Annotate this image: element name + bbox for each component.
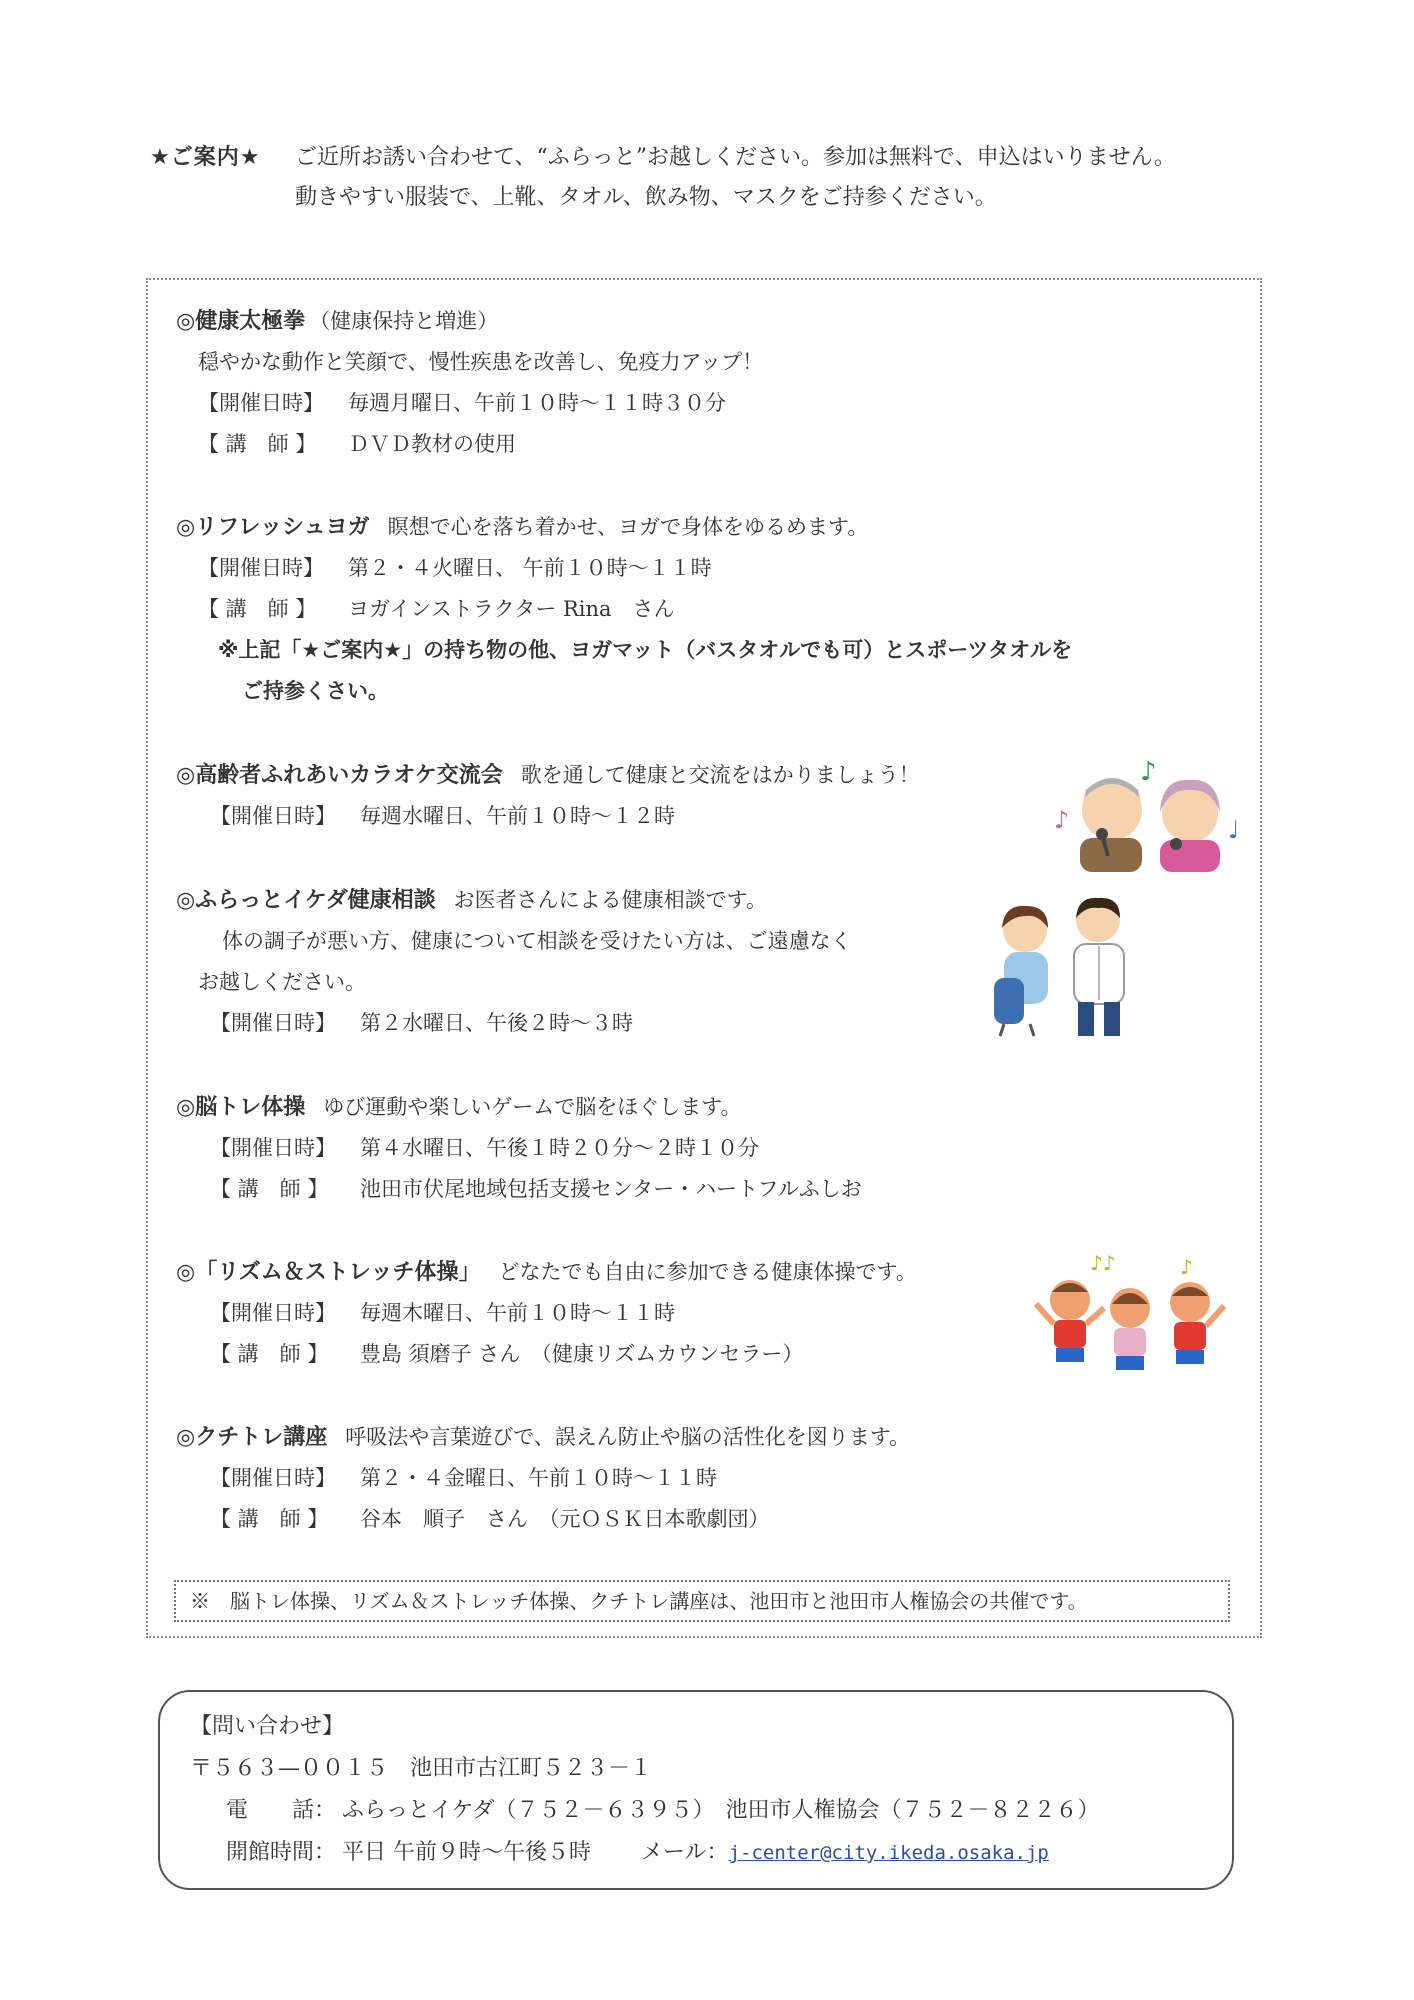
- section-taikyoku: [176, 301, 763, 465]
- intro-label: ★ご案内★: [150, 145, 261, 170]
- music-note-icon: ♪: [1140, 757, 1157, 787]
- section-desc: 呼吸法や言葉遊びで、誤えん防止や脳の活性化を図ります。: [345, 1425, 911, 1449]
- section-kuchitore: [176, 1417, 910, 1540]
- section-soudan: [176, 880, 852, 1044]
- teacher-label: 【 講 師 】: [210, 1177, 329, 1201]
- section-title: ◎クチトレ講座: [176, 1425, 328, 1450]
- date-label: 【開催日時】: [198, 556, 324, 580]
- section-desc: 歌を通して健康と交流をはかりましょう！: [520, 763, 920, 787]
- soudan-body-2: お越しください。: [198, 970, 366, 994]
- mail-label: メール：: [641, 1840, 729, 1865]
- hours-value: 平日 午前９時～午後５時: [342, 1840, 591, 1865]
- teacher-value: ＤＶＤ教材の使用: [348, 432, 516, 456]
- yoga-note-1: ※上記「★ご案内★」の持ち物の他、ヨガマット（バスタオルでも可）とスポーツタオルを: [218, 638, 1073, 662]
- section-noutore: [176, 1087, 862, 1210]
- date-value: 第２水曜日、午後２時～３時: [360, 1011, 633, 1035]
- date-value: 毎週木曜日、午前１０時～１１時: [360, 1301, 675, 1325]
- music-note-icon: ♪: [1180, 1255, 1193, 1279]
- section-desc: 瞑想で心を落ち着かせ、ヨガで身体をゆるめます。: [387, 515, 869, 539]
- section-desc: 穏やかな動作と笑顔で、慢性疾患を改善し、免疫力アップ！: [198, 350, 764, 374]
- music-note-icon: ♪♪: [1090, 1251, 1116, 1275]
- date-label: 【開催日時】: [198, 391, 324, 415]
- teacher-label: 【 講 師 】: [198, 597, 317, 621]
- section-desc: ゆび運動や楽しいゲームで脳をほぐします。: [323, 1095, 742, 1119]
- music-note-icon: ♪: [1054, 806, 1070, 834]
- music-note-icon: ♩: [1228, 816, 1240, 844]
- date-label: 【開催日時】: [210, 1136, 336, 1160]
- karaoke-seniors-illustration: [1050, 752, 1250, 872]
- date-label: 【開催日時】: [210, 804, 336, 828]
- contact-heading: 【問い合わせ】: [190, 1714, 345, 1739]
- cohost-footnote: ※ 脳トレ体操、リズム＆ストレッチ体操、クチトレ講座は、池田市と池田市人権協会の共催です。: [174, 1580, 1230, 1622]
- section-title: ◎健康太極拳: [176, 309, 306, 334]
- date-label: 【開催日時】: [210, 1011, 336, 1035]
- intro: [150, 138, 1176, 218]
- date-value: 毎週水曜日、午前１０時～１２時: [360, 804, 675, 828]
- section-yoga: [176, 507, 1072, 712]
- teacher-label: 【 講 師 】: [198, 432, 317, 456]
- teacher-value: 谷本 順子 さん （元ＯＳＫ日本歌劇団）: [360, 1507, 770, 1531]
- teacher-value: ヨガインストラクター Rina さん: [348, 597, 675, 621]
- teacher-label: 【 講 師 】: [210, 1507, 329, 1531]
- section-karaoke: [176, 755, 920, 837]
- contact-box: [158, 1690, 1234, 1890]
- teacher-label: 【 講 師 】: [210, 1342, 329, 1366]
- tel-value: ふらっとイケダ（７５２－６３９５） 池田市人権協会（７５２－８２２６）: [342, 1798, 1100, 1823]
- section-title: ◎ふらっとイケダ健康相談: [176, 888, 436, 913]
- date-value: 毎週月曜日、午前１０時～１１時３０分: [348, 391, 726, 415]
- hours-label: 開館時間：: [226, 1840, 337, 1865]
- teacher-value: 池田市伏尾地域包括支援センター・ハートフルふしお: [360, 1177, 862, 1201]
- intro-line-2: 動きやすい服装で、上靴、タオル、飲み物、マスクをご持参ください。: [295, 185, 997, 210]
- date-value: 第２・４火曜日、 午前１０時～１１時: [348, 556, 712, 580]
- date-label: 【開催日時】: [210, 1301, 336, 1325]
- section-title: ◎脳トレ体操: [176, 1095, 306, 1120]
- contact-address: 〒５６３—００１５ 池田市古江町５２３－１: [190, 1756, 653, 1781]
- doctor-consultation-illustration: [990, 888, 1140, 1038]
- section-desc: お医者さんによる健康相談です。: [453, 888, 767, 912]
- tel-label: 電 話：: [226, 1798, 337, 1823]
- yoga-note-2: ご持参くさい。: [242, 679, 389, 703]
- section-subtitle: （健康保持と増進）: [309, 309, 499, 333]
- intro-line-1: ご近所お誘い合わせて、“ふらっと”お越しください。参加は無料で、申込はいりません。: [295, 145, 1176, 170]
- rhythm-exercise-illustration: [1030, 1248, 1230, 1378]
- section-desc: どなたでも自由に参加できる健康体操です。: [498, 1260, 917, 1284]
- mail-link[interactable]: j-center@city.ikeda.osaka.jp: [728, 1842, 1049, 1864]
- section-title: ◎高齢者ふれあいカラオケ交流会: [176, 763, 503, 788]
- section-title: ◎リフレッシュヨガ: [176, 515, 370, 540]
- soudan-body-1: 体の調子が悪い方、健康について相談を受けたい方は、ご遠慮なく: [222, 929, 852, 953]
- date-value: 第４水曜日、午後１時２０分～２時１０分: [360, 1136, 759, 1160]
- date-label: 【開催日時】: [210, 1466, 336, 1490]
- teacher-value: 豊島 須磨子 さん （健康リズムカウンセラー）: [360, 1342, 804, 1366]
- section-rhythm: [176, 1252, 917, 1375]
- date-value: 第２・４金曜日、午前１０時～１１時: [360, 1466, 717, 1490]
- section-title: ◎「リズム＆ストレッチ体操」: [176, 1260, 481, 1285]
